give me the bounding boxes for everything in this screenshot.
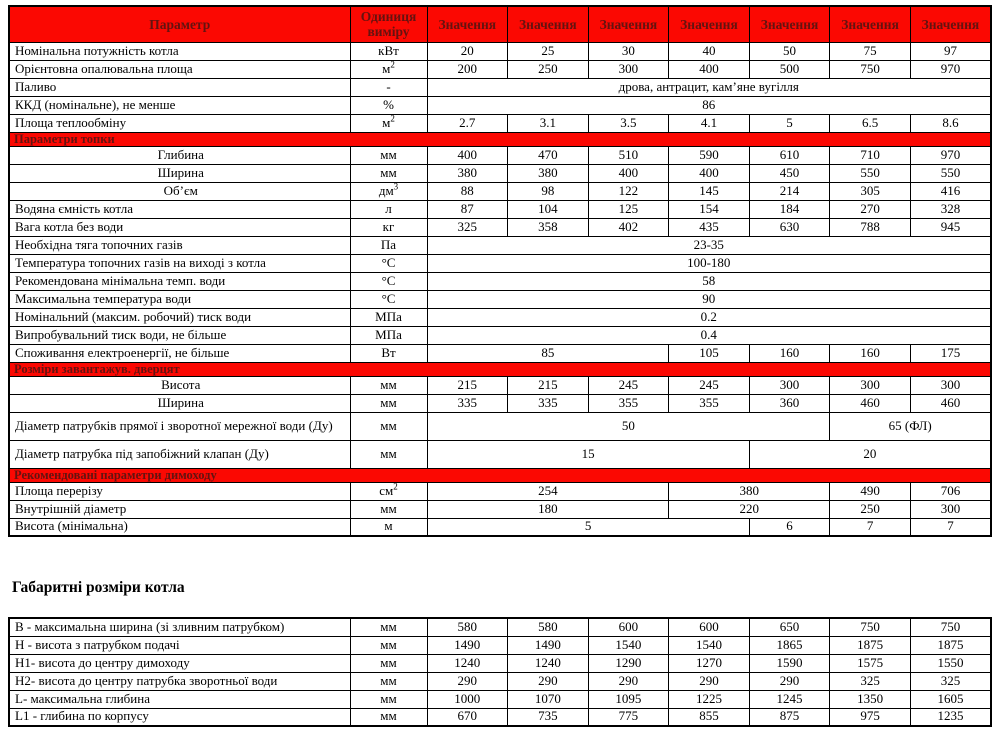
section-header-label: Параметри топки [9, 132, 991, 146]
value-cell: 6 [749, 518, 830, 536]
value-cell: 105 [669, 344, 750, 362]
value-cell: 750 [910, 618, 991, 636]
value-cell: 1575 [830, 654, 911, 672]
value-cell: 975 [830, 708, 911, 726]
boiler-dimensions-table [8, 617, 992, 727]
value-cell: 40 [669, 42, 750, 60]
value-cell: 360 [749, 394, 830, 412]
spec-row [9, 272, 991, 290]
parameter-label: Ширина [9, 394, 350, 412]
spec-row [9, 326, 991, 344]
parameter-label: ККД (номінальне), не менше [9, 96, 350, 114]
spec-row [9, 254, 991, 272]
value-cell: 460 [830, 394, 911, 412]
spec-row [9, 200, 991, 218]
spec-row [9, 690, 991, 708]
table-header-row [9, 6, 991, 42]
spec-row [9, 440, 991, 468]
value-cell: 254 [427, 482, 669, 500]
unit-cell: мм [350, 146, 427, 164]
value-cell: 290 [508, 672, 589, 690]
spec-row [9, 42, 991, 60]
value-cell: 416 [910, 182, 991, 200]
parameter-label: Вага котла без води [9, 218, 350, 236]
value-cell: 1605 [910, 690, 991, 708]
value-cell: 3.5 [588, 114, 669, 132]
value-cell: 85 [427, 344, 669, 362]
value-cell: 250 [508, 60, 589, 78]
spec-row [9, 708, 991, 726]
parameter-label: Рекомендована мінімальна темп. води [9, 272, 350, 290]
value-cell: 1350 [830, 690, 911, 708]
unit-cell: мм [350, 164, 427, 182]
unit-cell: мм [350, 672, 427, 690]
spec-row [9, 344, 991, 362]
value-cell: 1875 [830, 636, 911, 654]
boiler-spec-table [8, 5, 992, 537]
parameter-label: Площа перерізу [9, 482, 350, 500]
unit-cell: Па [350, 236, 427, 254]
value-cell: 550 [910, 164, 991, 182]
value-cell: 750 [830, 618, 911, 636]
spec-row [9, 114, 991, 132]
spec-row [9, 182, 991, 200]
unit-cell: МПа [350, 326, 427, 344]
value-cell: 65 (ФЛ) [830, 412, 991, 440]
value-cell: 1235 [910, 708, 991, 726]
value-cell: 15 [427, 440, 749, 468]
value-cell: 875 [749, 708, 830, 726]
value-cell: 945 [910, 218, 991, 236]
parameter-label: Водяна ємність котла [9, 200, 350, 218]
value-cell: 100-180 [427, 254, 991, 272]
parameter-label: Випробувальний тиск води, не більше [9, 326, 350, 344]
value-cell: 600 [588, 618, 669, 636]
value-cell: 145 [669, 182, 750, 200]
value-cell: 30 [588, 42, 669, 60]
section-row [9, 468, 991, 482]
value-cell: 270 [830, 200, 911, 218]
value-cell: 23-35 [427, 236, 991, 254]
unit-cell: % [350, 96, 427, 114]
value-cell: 0.4 [427, 326, 991, 344]
spec-row [9, 308, 991, 326]
value-cell: 1865 [749, 636, 830, 654]
value-cell: 7 [910, 518, 991, 536]
unit-cell: л [350, 200, 427, 218]
value-cell: 97 [910, 42, 991, 60]
value-cell: 160 [749, 344, 830, 362]
value-cell: 6.5 [830, 114, 911, 132]
value-cell: 88 [427, 182, 508, 200]
spec-row [9, 376, 991, 394]
unit-cell: мм [350, 618, 427, 636]
spec-row [9, 236, 991, 254]
unit-cell: мм [350, 654, 427, 672]
spec-row [9, 672, 991, 690]
spec-row [9, 482, 991, 500]
unit-cell: мм [350, 636, 427, 654]
value-cell: 300 [830, 376, 911, 394]
unit-cell: °С [350, 290, 427, 308]
value-cell: 328 [910, 200, 991, 218]
value-cell: 1225 [669, 690, 750, 708]
value-cell: 245 [669, 376, 750, 394]
unit-cell: $м^2$ [350, 60, 427, 78]
value-cell: 20 [427, 42, 508, 60]
column-header-value: Значення [830, 6, 911, 42]
spec-row [9, 500, 991, 518]
value-cell: 460 [910, 394, 991, 412]
value-cell: 1070 [508, 690, 589, 708]
dimensions-section-title: Габаритні розміри котла [12, 579, 185, 596]
parameter-label: Ширина [9, 164, 350, 182]
parameter-label: Висота [9, 376, 350, 394]
value-cell: 325 [910, 672, 991, 690]
value-cell: 4.1 [669, 114, 750, 132]
parameter-label: Об’єм [9, 182, 350, 200]
unit-cell: - [350, 78, 427, 96]
value-cell: 220 [669, 500, 830, 518]
unit-cell: м [350, 518, 427, 536]
value-cell: 214 [749, 182, 830, 200]
unit-cell: мм [350, 412, 427, 440]
parameter-label: Н2- висота до центру патрубка зворотньої води [9, 672, 350, 690]
value-cell: 500 [749, 60, 830, 78]
spec-row [9, 654, 991, 672]
column-header-value: Значення [508, 6, 589, 42]
value-cell: 160 [830, 344, 911, 362]
unit-cell: мм [350, 708, 427, 726]
column-header-parameter: Параметр [9, 6, 350, 42]
value-cell: 175 [910, 344, 991, 362]
value-cell: 855 [669, 708, 750, 726]
value-cell: 650 [749, 618, 830, 636]
parameter-label: Номінальний (максим. робочий) тиск води [9, 308, 350, 326]
value-cell: 510 [588, 146, 669, 164]
parameter-label: Діаметр патрубків прямої і зворотної мережної води (Ду) [9, 412, 350, 440]
value-cell: 1550 [910, 654, 991, 672]
value-cell: 670 [427, 708, 508, 726]
unit-cell: кг [350, 218, 427, 236]
unit-cell: Вт [350, 344, 427, 362]
value-cell: 25 [508, 42, 589, 60]
spec-row [9, 78, 991, 96]
parameter-label: Діаметр патрубка під запобіжний клапан (Ду) [9, 440, 350, 468]
value-cell: 706 [910, 482, 991, 500]
spec-row [9, 290, 991, 308]
section-header-label: Розміри завантажув. дверцят [9, 362, 991, 376]
value-cell: 1540 [669, 636, 750, 654]
value-cell: 1875 [910, 636, 991, 654]
value-cell: 305 [830, 182, 911, 200]
value-cell: 630 [749, 218, 830, 236]
value-cell: 250 [830, 500, 911, 518]
value-cell: 788 [830, 218, 911, 236]
value-cell: 380 [508, 164, 589, 182]
value-cell: 1240 [427, 654, 508, 672]
value-cell: дрова, антрацит, кам’яне вугілля [427, 78, 991, 96]
value-cell: 1590 [749, 654, 830, 672]
spec-row [9, 96, 991, 114]
spec-row [9, 164, 991, 182]
unit-cell: мм [350, 394, 427, 412]
value-cell: 122 [588, 182, 669, 200]
value-cell: 104 [508, 200, 589, 218]
value-cell: 335 [427, 394, 508, 412]
parameter-label: Паливо [9, 78, 350, 96]
value-cell: 290 [588, 672, 669, 690]
value-cell: 750 [830, 60, 911, 78]
unit-cell: мм [350, 500, 427, 518]
unit-cell: $дм^3$ [350, 182, 427, 200]
value-cell: 86 [427, 96, 991, 114]
parameter-label: Необхідна тяга топочних газів [9, 236, 350, 254]
value-cell: 245 [588, 376, 669, 394]
value-cell: 300 [588, 60, 669, 78]
value-cell: 358 [508, 218, 589, 236]
parameter-label: Н - висота з патрубком подачі [9, 636, 350, 654]
value-cell: 470 [508, 146, 589, 164]
value-cell: 710 [830, 146, 911, 164]
value-cell: 550 [830, 164, 911, 182]
value-cell: 180 [427, 500, 669, 518]
value-cell: 580 [508, 618, 589, 636]
value-cell: 970 [910, 60, 991, 78]
value-cell: 335 [508, 394, 589, 412]
column-header-value: Значення [588, 6, 669, 42]
section-row [9, 132, 991, 146]
parameter-label: Площа теплообміну [9, 114, 350, 132]
value-cell: 610 [749, 146, 830, 164]
unit-cell: кВт [350, 42, 427, 60]
value-cell: 400 [669, 60, 750, 78]
value-cell: 20 [749, 440, 991, 468]
column-header-value: Значення [749, 6, 830, 42]
value-cell: 300 [749, 376, 830, 394]
value-cell: 380 [669, 482, 830, 500]
unit-cell: мм [350, 690, 427, 708]
parameter-label: Температура топочних газів на виході з котла [9, 254, 350, 272]
parameter-label: Висота (мінімальна) [9, 518, 350, 536]
value-cell: 290 [749, 672, 830, 690]
value-cell: 50 [749, 42, 830, 60]
value-cell: 50 [427, 412, 830, 440]
spec-row [9, 394, 991, 412]
value-cell: 1270 [669, 654, 750, 672]
spec-row [9, 218, 991, 236]
value-cell: 98 [508, 182, 589, 200]
value-cell: 0.2 [427, 308, 991, 326]
value-cell: 970 [910, 146, 991, 164]
value-cell: 435 [669, 218, 750, 236]
spec-row [9, 618, 991, 636]
column-header-unit: Одиниця виміру [350, 6, 427, 42]
value-cell: 1240 [508, 654, 589, 672]
parameter-label: Максимальна температура води [9, 290, 350, 308]
value-cell: 1245 [749, 690, 830, 708]
value-cell: 400 [588, 164, 669, 182]
spec-row [9, 60, 991, 78]
column-header-value: Значення [910, 6, 991, 42]
unit-cell: мм [350, 376, 427, 394]
value-cell: 8.6 [910, 114, 991, 132]
parameter-label: L- максимальна глибина [9, 690, 350, 708]
value-cell: 1490 [508, 636, 589, 654]
value-cell: 3.1 [508, 114, 589, 132]
value-cell: 5 [427, 518, 749, 536]
value-cell: 402 [588, 218, 669, 236]
section-header-label: Рекомендовані параметри димоходу [9, 468, 991, 482]
value-cell: 200 [427, 60, 508, 78]
value-cell: 1490 [427, 636, 508, 654]
spec-row [9, 636, 991, 654]
value-cell: 215 [508, 376, 589, 394]
value-cell: 325 [830, 672, 911, 690]
value-cell: 1290 [588, 654, 669, 672]
parameter-label: Споживання електроенергії, не більше [9, 344, 350, 362]
value-cell: 1000 [427, 690, 508, 708]
value-cell: 735 [508, 708, 589, 726]
parameter-label: Внутрішній діаметр [9, 500, 350, 518]
value-cell: 450 [749, 164, 830, 182]
value-cell: 490 [830, 482, 911, 500]
value-cell: 355 [669, 394, 750, 412]
value-cell: 580 [427, 618, 508, 636]
unit-cell: °С [350, 254, 427, 272]
value-cell: 125 [588, 200, 669, 218]
unit-cell: °С [350, 272, 427, 290]
parameter-label: Номінальна потужність котла [9, 42, 350, 60]
value-cell: 5 [749, 114, 830, 132]
value-cell: 590 [669, 146, 750, 164]
unit-cell: $м^2$ [350, 114, 427, 132]
value-cell: 600 [669, 618, 750, 636]
spec-row [9, 412, 991, 440]
value-cell: 400 [427, 146, 508, 164]
value-cell: 300 [910, 376, 991, 394]
value-cell: 775 [588, 708, 669, 726]
column-header-value: Значення [427, 6, 508, 42]
value-cell: 184 [749, 200, 830, 218]
parameter-label: Орієнтовна опалювальна площа [9, 60, 350, 78]
value-cell: 90 [427, 290, 991, 308]
unit-cell: мм [350, 440, 427, 468]
value-cell: 400 [669, 164, 750, 182]
spec-row [9, 518, 991, 536]
value-cell: 355 [588, 394, 669, 412]
section-row [9, 362, 991, 376]
value-cell: 87 [427, 200, 508, 218]
parameter-label: В - максимальна ширина (зі зливним патрубком) [9, 618, 350, 636]
value-cell: 290 [427, 672, 508, 690]
parameter-label: L1 - глибина по корпусу [9, 708, 350, 726]
column-header-value: Значення [669, 6, 750, 42]
unit-cell: МПа [350, 308, 427, 326]
value-cell: 215 [427, 376, 508, 394]
value-cell: 380 [427, 164, 508, 182]
value-cell: 75 [830, 42, 911, 60]
value-cell: 154 [669, 200, 750, 218]
parameter-label: Н1- висота до центру димоходу [9, 654, 350, 672]
value-cell: 300 [910, 500, 991, 518]
value-cell: 290 [669, 672, 750, 690]
value-cell: 7 [830, 518, 911, 536]
parameter-label: Глибина [9, 146, 350, 164]
value-cell: 2.7 [427, 114, 508, 132]
value-cell: 1095 [588, 690, 669, 708]
value-cell: 325 [427, 218, 508, 236]
spec-row [9, 146, 991, 164]
value-cell: 58 [427, 272, 991, 290]
unit-cell: $см^2$ [350, 482, 427, 500]
value-cell: 1540 [588, 636, 669, 654]
